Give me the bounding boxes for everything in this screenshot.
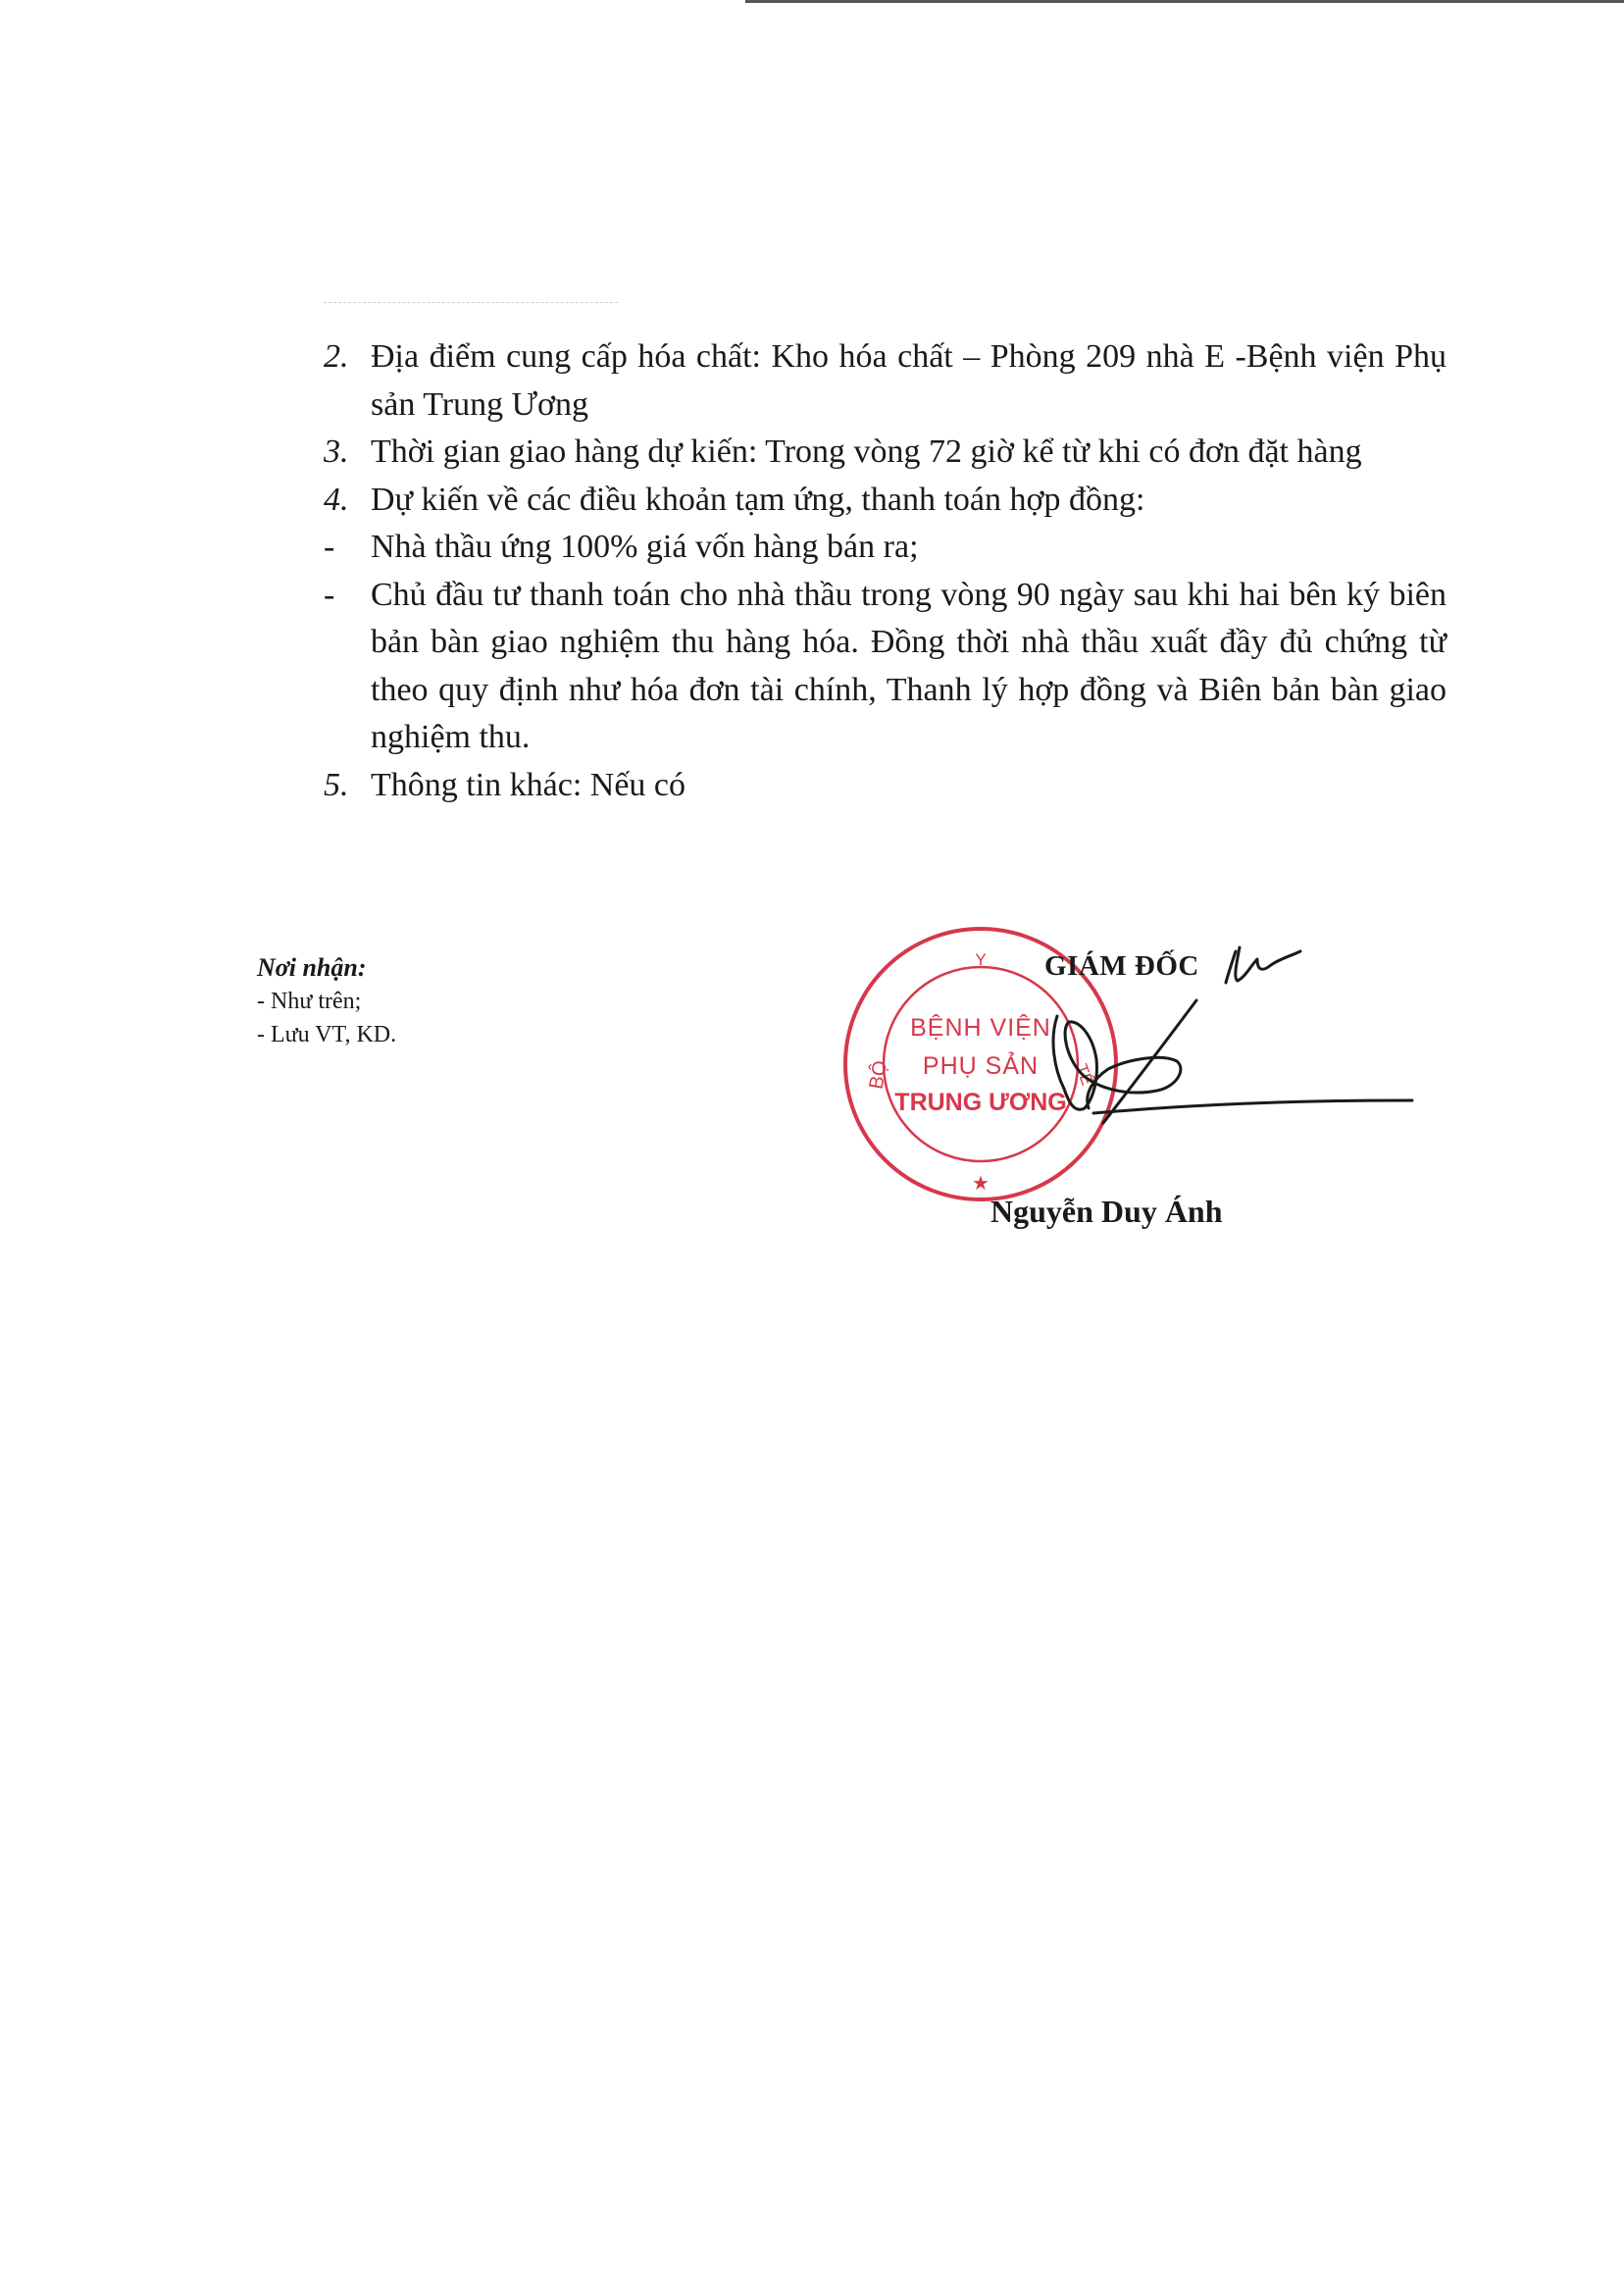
bullet-item (319, 524, 1446, 572)
stamp-ring-left: BỘ (865, 1058, 892, 1092)
list-item (319, 429, 1446, 477)
recipient-line: - Như trên; (257, 989, 362, 1014)
item-number: 5. (324, 766, 349, 803)
item-text: Thông tin khác: Nếu có (371, 766, 686, 803)
item-text: Dự kiến về các điều khoản tạm ứng, thanh toán hợp đồng: (371, 481, 1145, 518)
item-text: Chủ đầu tư thanh toán cho nhà thầu trong vòng 90 ngày sau khi hai bên ký biên bản bàn giao nghiệm thu hàng hóa. Đồng thời nhà thầu xuất đầy đủ chứng từ theo quy định như hóa đơn tài chính, Thanh lý hợp đồng và Biên bản bàn giao nghiệm thu. (371, 576, 1446, 755)
bullet-dash: - (324, 529, 335, 565)
stamp-ring-right: TẾ (1072, 1061, 1097, 1089)
stamp-line-1: BỆNH VIỆN (910, 1014, 1051, 1042)
stamp-ring-top: Y (975, 950, 987, 969)
bullet-item (319, 572, 1446, 762)
list-item (319, 477, 1446, 525)
item-number: 2. (324, 338, 349, 375)
item-text: Nhà thầu ứng 100% giá vốn hàng bán ra; (371, 529, 919, 565)
item-number: 3. (324, 433, 349, 470)
document-body (319, 333, 1446, 809)
stamp-line-2: PHỤ SẢN (922, 1052, 1040, 1080)
list-item (319, 762, 1446, 810)
recipients-title: Nơi nhận: (257, 953, 367, 982)
stamp-star: ★ (972, 1173, 990, 1195)
signer-name: Nguyễn Duy Ánh (990, 1194, 1223, 1229)
faint-rule (324, 302, 618, 304)
list-item (319, 333, 1446, 429)
stamp-line-3: TRUNG ƯƠNG (894, 1089, 1067, 1116)
bullet-dash: - (324, 576, 335, 613)
scan-edge (745, 0, 1624, 3)
item-number: 4. (324, 481, 349, 518)
recipients-block (257, 951, 396, 1051)
item-text: Thời gian giao hàng dự kiến: Trong vòng 72 giờ kể từ khi có đơn đặt hàng (371, 433, 1362, 470)
recipient-line: - Lưu VT, KD. (257, 1022, 397, 1047)
handwritten-signature (1000, 922, 1432, 1147)
signer-title: GIÁM ĐỐC (1044, 950, 1199, 982)
item-text: Địa điểm cung cấp hóa chất: Kho hóa chất – Phòng 209 nhà E -Bệnh viện Phụ sản Trung Ương (371, 338, 1446, 423)
